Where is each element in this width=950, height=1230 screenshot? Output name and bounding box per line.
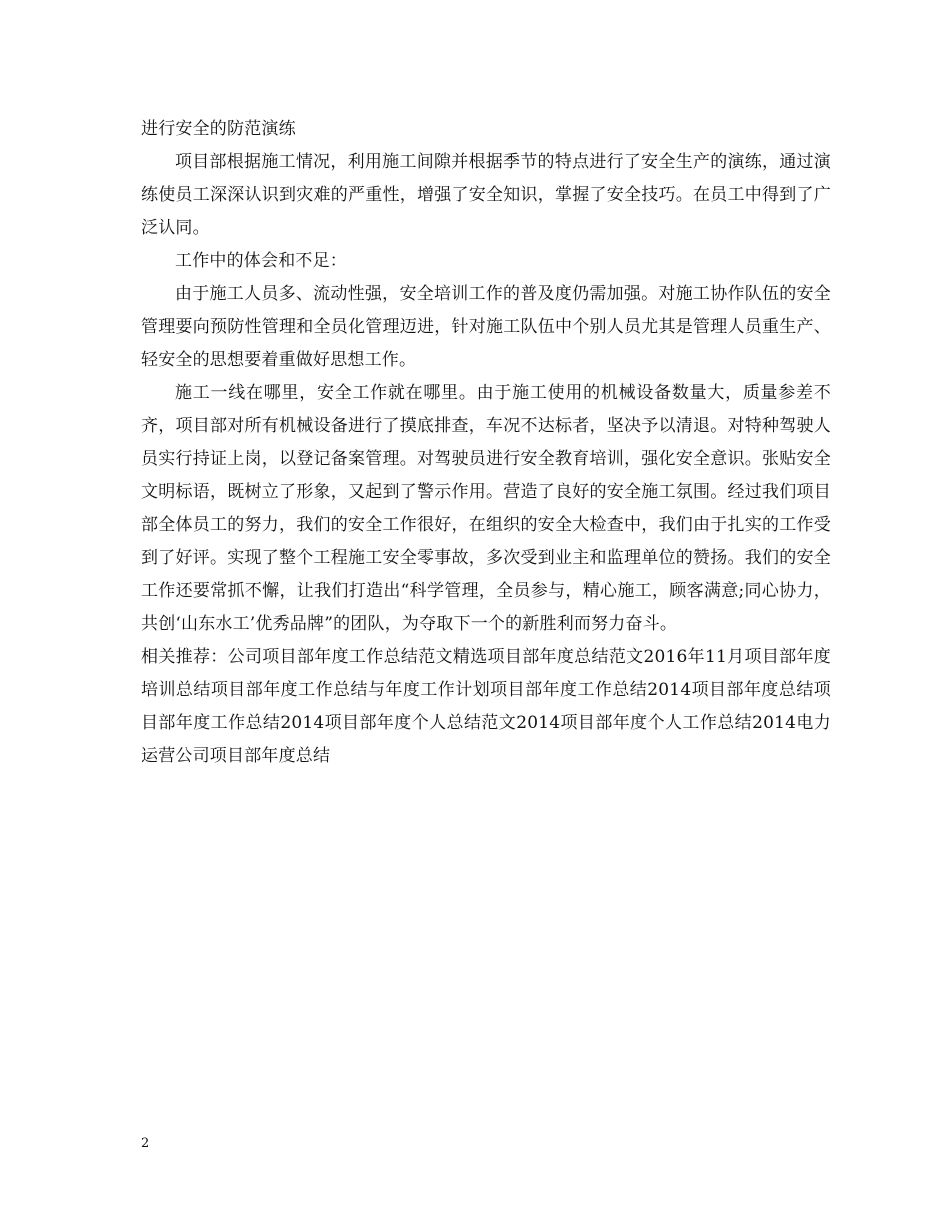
paragraph-safety-work: 施工一线在哪里，安全工作就在哪里。由于施工使用的机械设备数量大，质量参差不齐，项目部对所有机械设备进行了摸底排查，车况不达标者，坚决予以清退。对特种驾驶人员实行持证上岗，以登记备案管理。对驾驶员进行安全教育培训，强化安全意识。张贴安全文明标语，既树立了形象，又起到了警示作用。营造了良好的安全施工氛围。经过我们项目部全体员工的努力，我们的安全工作很好，在组织的安全大检查中，我们由于扎实的工作受到了好评。实现了整个工程施工安全零事故，多次受到业主和监理单位的赞扬。我们的安全工作还要常抓不懈，让我们打造出“科学管理，全员参与，精心施工，顾客满意;同心协力，共创‘山东水工’优秀品牌”的团队，为夺取下一个的新胜利而努力奋斗。 [141, 383, 831, 634]
paragraph-experience-heading: 工作中的体会和不足： [175, 251, 347, 271]
paragraph-heading-drill: 进行安全的防范演练 [141, 119, 296, 139]
paragraph-drill-description: 项目部根据施工情况，利用施工间隙并根据季节的特点进行了安全生产的演练，通过演练使员工深深认识到灾难的严重性，增强了安全知识，掌握了安全技巧。在员工中得到了广泛认同。 [141, 152, 831, 238]
paragraph-training-shortfall: 由于施工人员多、流动性强，安全培训工作的普及度仍需加强。对施工协作队伍的安全管理要向预防性管理和全员化管理迈进，针对施工队伍中个别人员尤其是管理人员重生产、轻安全的思想要着重做好思想工作。 [141, 284, 831, 370]
page-number: 2 [141, 1136, 150, 1151]
document-body [141, 113, 831, 773]
paragraph-related-recommendations: 相关推荐：公司项目部年度工作总结范文精选项目部年度总结范文2016年11月项目部年度培训总结项目部年度工作总结与年度工作计划项目部年度工作总结2014项目部年度总结项目部年度工作总结2014项目部年度个人总结范文2014项目部年度个人工作总结2014电力运营公司项目部年度总结 [141, 647, 831, 766]
